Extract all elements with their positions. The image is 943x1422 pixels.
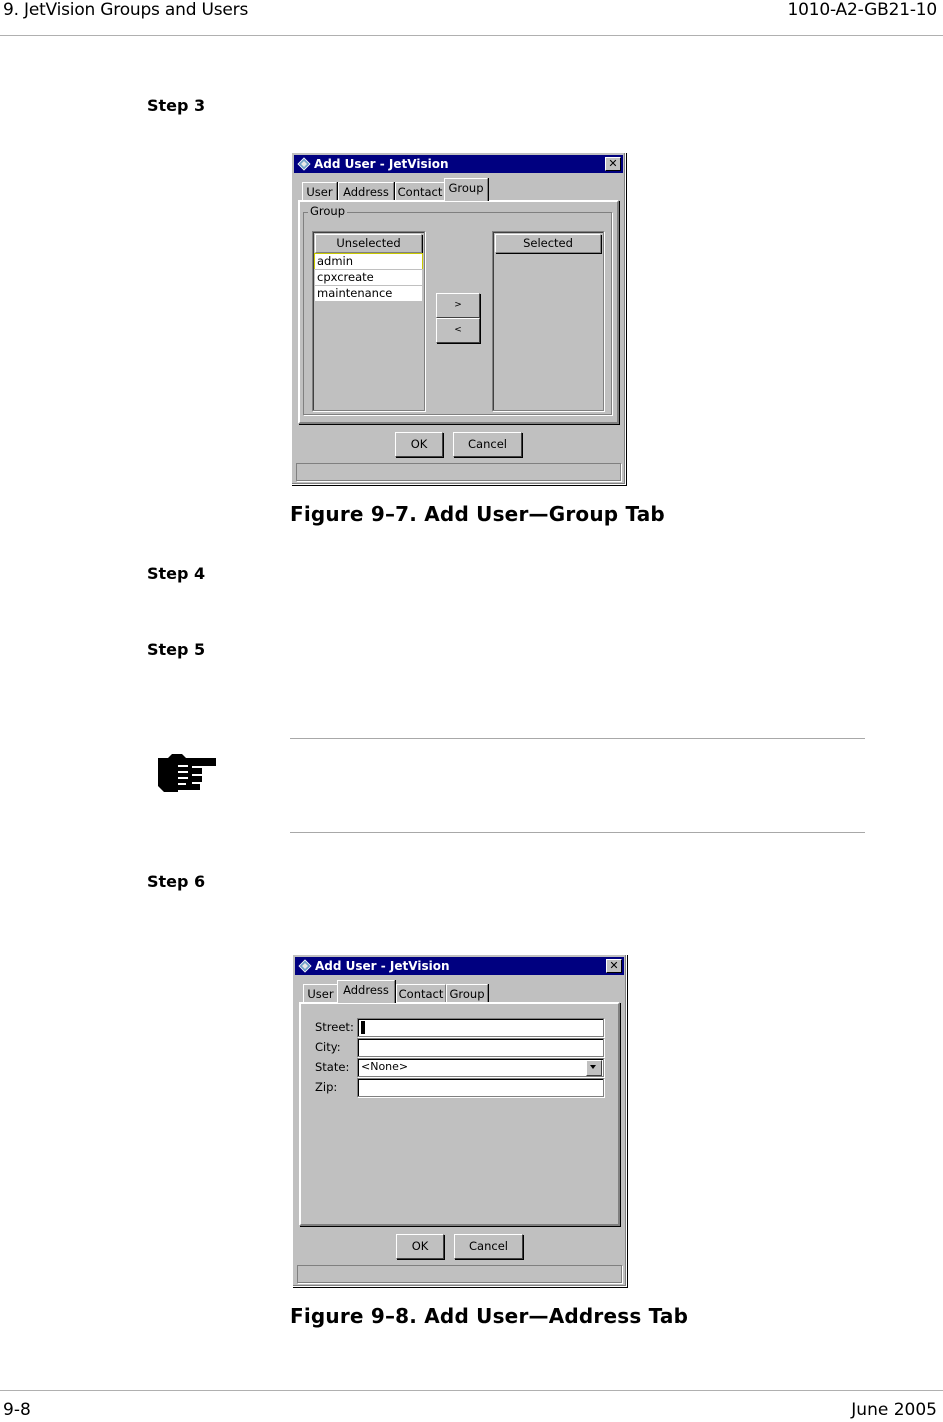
tab-group[interactable]: Group	[446, 984, 488, 1003]
tab-group[interactable]: Group	[444, 178, 488, 201]
cancel-button[interactable]: Cancel	[453, 432, 522, 457]
pointing-hand-icon	[152, 752, 220, 794]
city-label: City:	[315, 1040, 341, 1054]
step-4-label: Step 4	[147, 564, 206, 583]
chevron-down-icon[interactable]	[586, 1060, 602, 1076]
tab-contact[interactable]: Contact	[396, 984, 446, 1003]
figure-9-8-caption: Figure 9–8. Add User—Address Tab	[290, 1304, 689, 1328]
tab-contact[interactable]: Contact	[395, 182, 445, 201]
unselected-list[interactable]	[312, 231, 425, 411]
dialog-titlebar	[294, 155, 623, 173]
state-label: State:	[315, 1060, 350, 1074]
unselected-column-header[interactable]: Unselected	[315, 234, 422, 253]
zip-field[interactable]	[357, 1078, 604, 1097]
jetvision-app-icon	[298, 959, 312, 973]
step-3-label: Step 3	[147, 96, 206, 115]
note-bottom-rule	[290, 832, 865, 833]
state-selected-value: <None>	[361, 1060, 409, 1073]
header-rule	[0, 35, 943, 36]
page-number: 9-8	[3, 1400, 31, 1420]
group-box-label: Group	[310, 204, 346, 218]
status-bar	[296, 463, 621, 481]
list-item[interactable]: cpxcreate	[314, 269, 423, 286]
publication-date: June 2005	[851, 1400, 937, 1420]
figure-9-7-caption: Figure 9–7. Add User—Group Tab	[290, 502, 665, 526]
add-user-address-dialog	[292, 954, 627, 1287]
step-6-label: Step 6	[147, 872, 206, 891]
close-icon[interactable]: ✕	[605, 157, 621, 171]
tab-user[interactable]: User	[303, 984, 338, 1003]
close-icon[interactable]: ✕	[606, 959, 622, 973]
footer-rule	[0, 1390, 943, 1391]
ok-button[interactable]: OK	[396, 1234, 444, 1259]
running-header-title: 9. JetVision Groups and Users	[3, 0, 249, 20]
city-field[interactable]	[357, 1038, 604, 1057]
address-tab-panel	[299, 1002, 620, 1226]
text-caret	[361, 1021, 365, 1034]
step-5-label: Step 5	[147, 640, 206, 659]
state-select[interactable]	[357, 1058, 604, 1077]
selected-column-header[interactable]: Selected	[495, 234, 601, 253]
list-item[interactable]: maintenance	[314, 285, 423, 302]
dialog-title: Add User - JetVision	[314, 157, 449, 171]
running-header-doc-number: 1010-A2-GB21-10	[787, 0, 937, 20]
ok-button[interactable]: OK	[395, 432, 443, 457]
selected-list[interactable]	[492, 231, 604, 411]
zip-label: Zip:	[315, 1080, 338, 1094]
status-bar	[297, 1265, 622, 1283]
remove-from-selected-button[interactable]: <	[436, 318, 480, 343]
street-label: Street:	[315, 1020, 354, 1034]
add-to-selected-button[interactable]: >	[436, 293, 480, 318]
group-tab-panel	[298, 200, 619, 424]
list-item[interactable]: admin	[314, 253, 423, 270]
dialog-title: Add User - JetVision	[315, 959, 450, 973]
street-field[interactable]	[357, 1018, 604, 1037]
tab-address[interactable]: Address	[338, 182, 394, 201]
add-user-group-dialog	[291, 152, 626, 485]
cancel-button[interactable]: Cancel	[454, 1234, 523, 1259]
jetvision-app-icon	[297, 157, 311, 171]
tab-user[interactable]: User	[302, 182, 337, 201]
note-top-rule	[290, 738, 865, 739]
tab-address[interactable]: Address	[337, 980, 395, 1003]
dialog-titlebar	[295, 957, 624, 975]
